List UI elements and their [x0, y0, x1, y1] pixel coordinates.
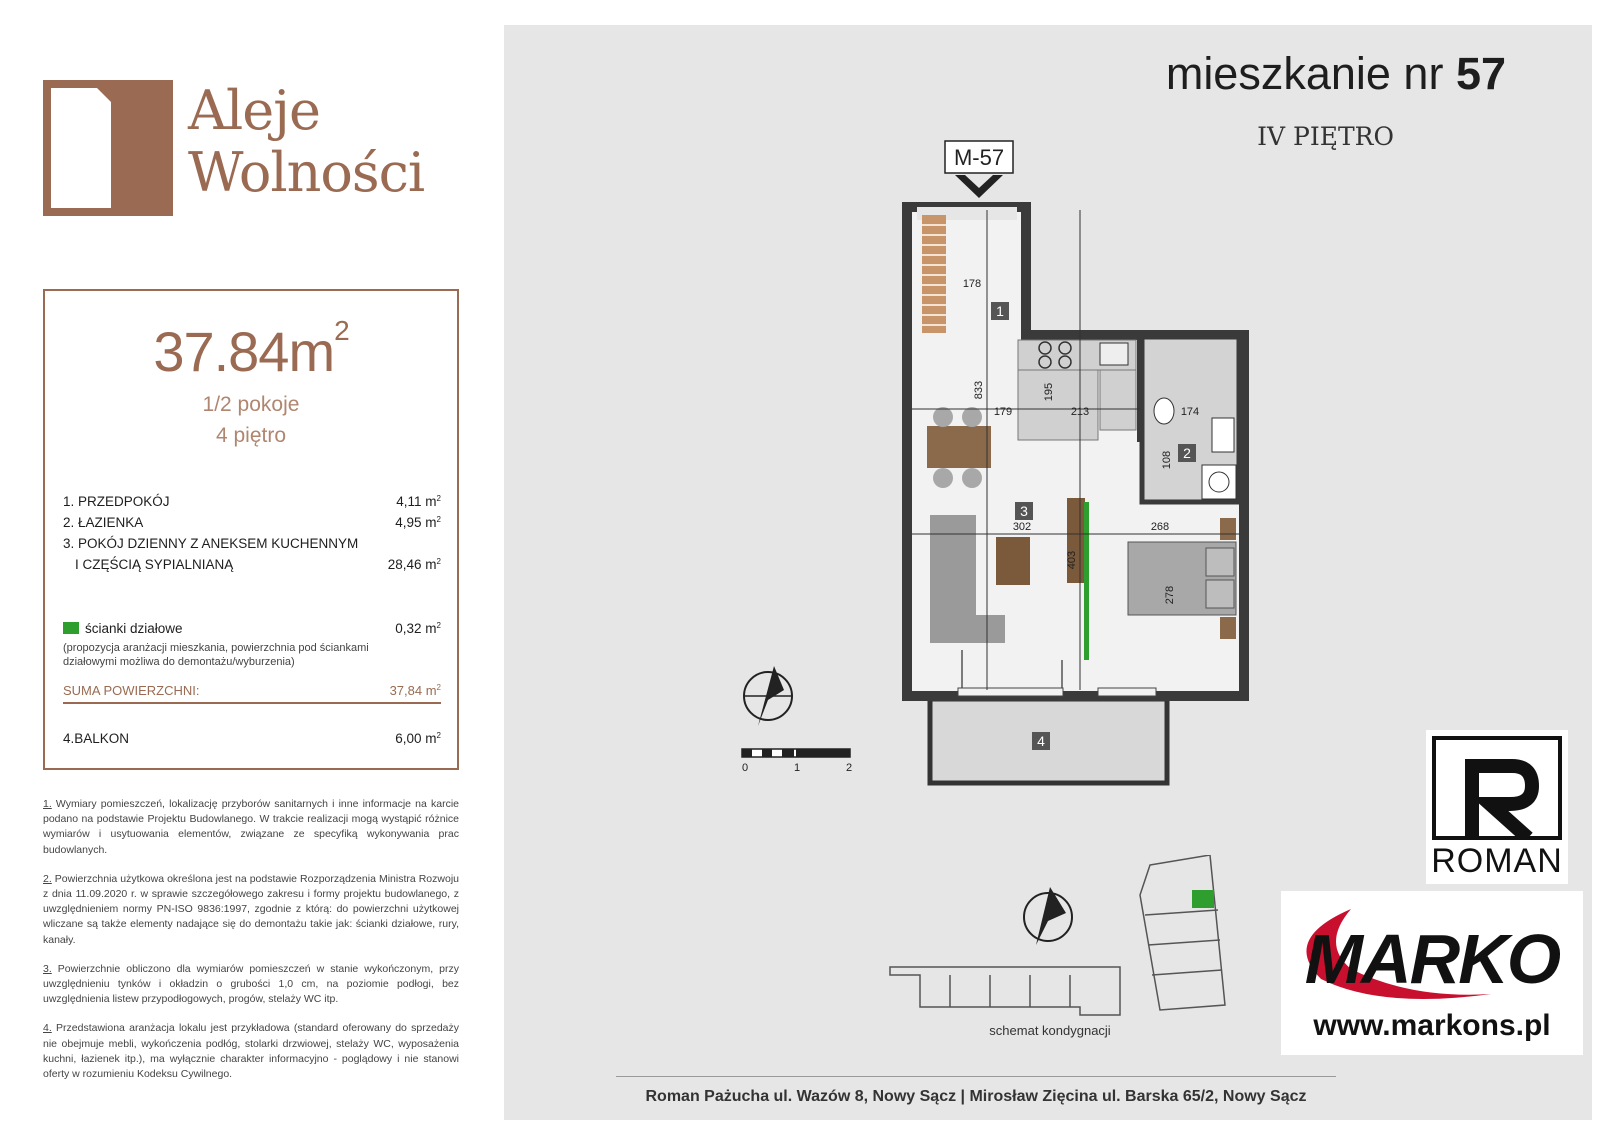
room-row: I CZĘŚCIĄ SYPIALNIANĄ 28,46 $m^2$ [75, 557, 441, 572]
room-row: 3. POKÓJ DZIENNY Z ANEKSEM KUCHENNYM [63, 536, 359, 551]
schema-label: schemat kondygnacji [989, 1023, 1111, 1038]
dimension-label: 403 [1066, 550, 1078, 570]
footnote: 2. Powierzchnia użytkowa określona jest na podstawie Rozporządzenia Ministra Rozwoju z dnia 11.09.2020 r. w sprawie szczegółowego zakresu i formy projektu budowlanego, z uwzględnieniem normy PN-ISO 9836:1997, zgodnie z którą: do powierzchni użytkowej wliczane są także elementy nadające się do demontażu takie jak: ścianki działowe, rury, kanały. [43, 872, 459, 946]
dimension-label: 179 [993, 406, 1013, 418]
dimension-label: 268 [1150, 521, 1170, 533]
dimension-label: 174 [1180, 406, 1200, 418]
roman-logo [1426, 730, 1568, 884]
dimension-label: 178 [962, 278, 982, 290]
floor-label: IV PIĘTRO [1257, 122, 1394, 151]
partition-row: ścianki działowe 0,32 $m^2$ [63, 621, 441, 636]
brand-mark-icon [43, 80, 173, 216]
room-number-badge: 2 [1183, 445, 1191, 461]
roman-wordmark: ROMAN [1431, 842, 1563, 880]
scale-label: 0 [742, 762, 749, 773]
footnote: 1. Wymiary pomieszczeń, lokalizację przyborów sanitarnych i inne informacje na karcie podano na podstawie Projektu Budowlanego. W trakcie realizacji mogą wystąpić różnice wymiarów i usytuowania elementów, związane ze specyfiką wykonywania prac budowlanych. [43, 798, 459, 856]
scale-label: 2 [846, 762, 853, 773]
area-summary-box [43, 289, 459, 770]
schema-apartment-highlight [1192, 890, 1214, 908]
washbasin-icon [1212, 418, 1234, 452]
footer-divider [616, 1076, 1336, 1077]
brand-line-1: Aleje [188, 79, 320, 142]
total-area-heading: $37.84m^2$ [153, 315, 349, 383]
dimension-label: 213 [1070, 406, 1090, 418]
dimension-label: 833 [973, 380, 985, 400]
floor-number: 4 piętro [215, 424, 287, 447]
dimension-label: 302 [1012, 521, 1032, 533]
marko-url: www.markons.pl [1313, 1009, 1551, 1042]
partition-swatch [63, 622, 79, 634]
room-number-badge: 4 [1037, 733, 1045, 749]
dimension-label: 108 [1161, 450, 1173, 470]
roman-r-icon [1432, 736, 1562, 840]
footnote: 3. Powierzchnie obliczono dla wymiarów pomieszczeń w stanie wykończonym, przy uwzględnieniu tynków i okładzin o grubości 1,0 cm, na poziomie podłogi, bez uwzględnienia listew przypodłogowych, progów, stelaży WC itp. [43, 962, 459, 1006]
partition-wall [1084, 502, 1089, 660]
room-row: 2. ŁAZIENKA 4,95 $m^2$ [63, 515, 441, 530]
compass-icon [738, 660, 798, 732]
apartment-title: mieszkanie nr 57 [1165, 48, 1506, 99]
dining-table [927, 426, 991, 468]
scale-bar [740, 745, 860, 773]
sink-icon [1100, 343, 1128, 365]
bedroom-wardrobe [1067, 498, 1085, 583]
room-number-badge: 3 [1020, 503, 1028, 519]
footnotes [43, 797, 459, 1096]
total-area-row: SUMA POWIERZCHNI: 37,84 $m^2$ [63, 683, 441, 704]
brand-logo [43, 80, 473, 220]
room-number-badge: 1 [996, 303, 1004, 319]
apartment-tag: M-57 [953, 145, 1005, 170]
balcony-row: 4.BALKON 6,00 $m^2$ [63, 731, 441, 746]
floor-schema [880, 855, 1240, 1045]
brand-line-2: Wolności [188, 141, 425, 204]
marko-logo [1281, 891, 1583, 1055]
shower-icon [1202, 465, 1236, 499]
footnote: 4. Przedstawiona aranżacja lokalu jest przykładowa (standard oferowany do sprzedaży nie obejmuje mebli, wykończenia podłóg, stolarki drzwiowej, stelaży WC, wyposażenia kuchni, łazienek itp.), ma wyłącznie charakter informacyjno - poglądowy i nie stanowi oferty w rozumieniu Kodeksu Cywilnego. [43, 1022, 459, 1081]
rooms-count: 1/2 pokoje [202, 393, 300, 416]
kitchen-island [1018, 370, 1098, 440]
coffee-table [996, 537, 1030, 585]
scale-label: 1 [794, 762, 801, 773]
partition-note: (propozycja aranżacji mieszkania, powierzchnia pod ściankami działowymi możliwa do demontażu/wyburzenia) [63, 642, 369, 668]
toilet-icon [1154, 398, 1174, 424]
dimension-label: 195 [1043, 382, 1055, 402]
marko-wordmark: MARKO [1304, 920, 1560, 998]
footer-contacts: Roman Pażucha ul. Wazów 8, Nowy Sącz | Mirosław Zięcina ul. Barska 65/2, Nowy Sącz [645, 1088, 1307, 1105]
dimension-label: 278 [1164, 585, 1176, 605]
room-row: 1. PRZEDPOKÓJ 4,11 $m^2$ [63, 494, 441, 509]
